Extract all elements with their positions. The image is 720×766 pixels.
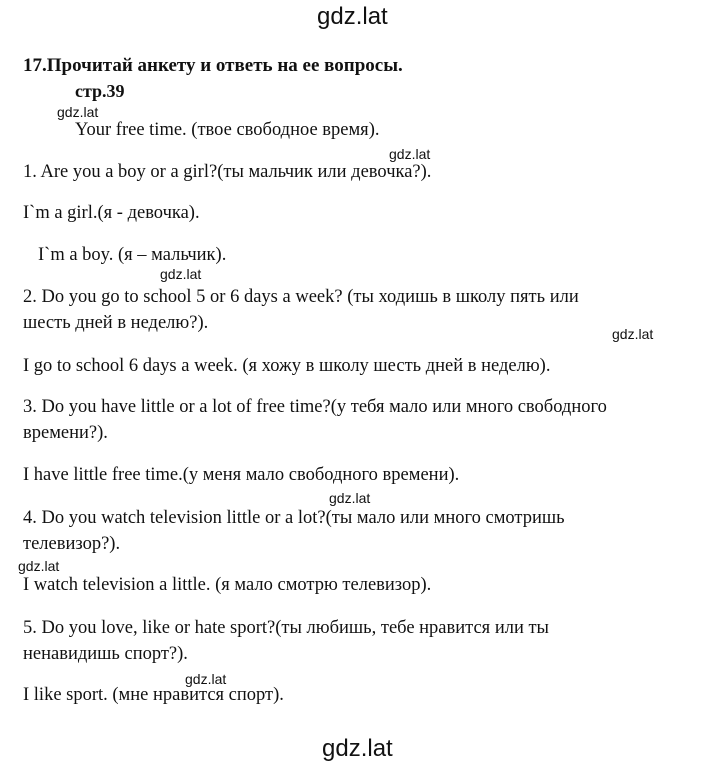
answer-3: I have little free time.(у меня мало свободного времени). [23,465,460,485]
watermark-top: gdz.lat [317,3,388,30]
question-4-line-1: 4. Do you watch television little or a lot?(ты мало или много смотришь [23,508,565,528]
watermark-small: gdz.lat [18,558,60,574]
question-4-line-2: телевизор?). [23,534,121,554]
watermark-small: gdz.lat [160,266,202,282]
watermark-small: gdz.lat [389,146,431,162]
question-3-line-1: 3. Do you have little or a lot of free time?(у тебя мало или много свободного [23,397,607,417]
answer-5: I like sport. (мне нравится спорт). [23,685,284,705]
answer-4: I watch television a little. (я мало смотрю телевизор). [23,575,432,595]
question-2-line-1: 2. Do you go to school 5 or 6 days a week? (ты ходишь в школу пять или [23,287,579,307]
question-1: 1. Are you a boy or a girl?(ты мальчик или девочка?). [23,162,432,182]
page-reference: стр.39 [75,81,125,101]
question-5-line-2: ненавидишь спорт?). [23,644,188,664]
watermark-small: gdz.lat [57,104,99,120]
question-2-line-2: шесть дней в неделю?). [23,313,209,333]
answer-2: I go to school 6 days a week. (я хожу в школу шесть дней в неделю). [23,356,551,376]
answer-1a: I`m a girl.(я - девочка). [23,203,200,223]
answer-1b: I`m a boy. (я – мальчик). [38,245,227,265]
question-3-line-2: времени?). [23,423,108,443]
question-5-line-1: 5. Do you love, like or hate sport?(ты любишь, тебе нравится или ты [23,618,549,638]
exercise-subtitle: Your free time. (твое свободное время). [75,120,380,140]
watermark-bottom: gdz.lat [322,735,393,762]
exercise-title: 17.Прочитай анкету и ответь на ее вопросы. [23,55,403,76]
watermark-small: gdz.lat [329,490,371,506]
watermark-small: gdz.lat [185,671,227,687]
watermark-small: gdz.lat [612,326,654,342]
